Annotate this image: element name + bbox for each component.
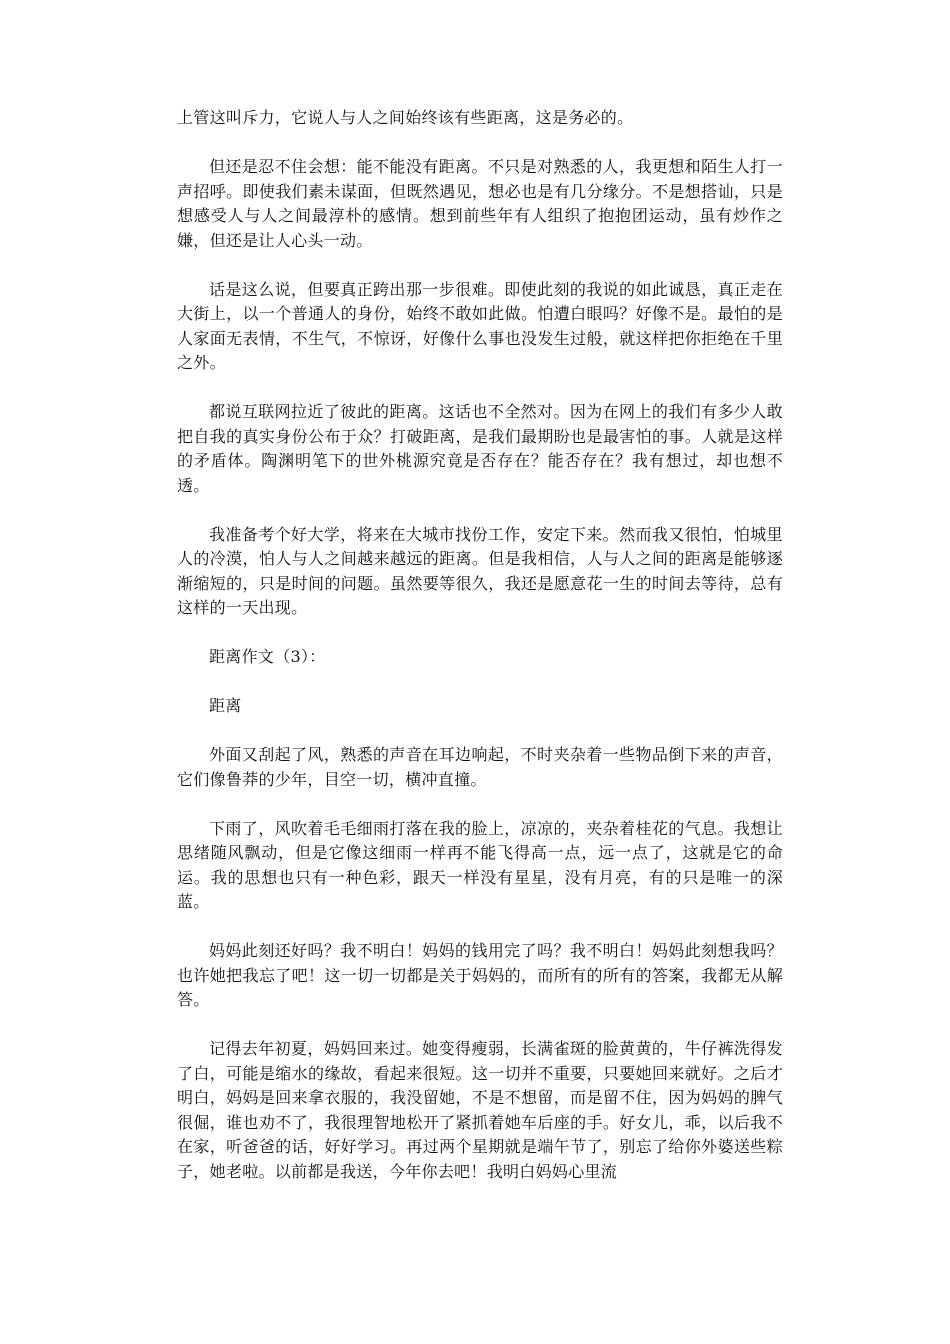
paragraph-8: 妈妈此刻还好吗？我不明白！妈妈的钱用完了吗？我不明白！妈妈此刻想我吗？也许她把我忘了吧！这一切一切都是关于妈妈的，而所有的所有的答案，我都无从解答。 (177, 941, 783, 1009)
paragraph-2: 但还是忍不住会想：能不能没有距离。不只是对熟悉的人，我更想和陌生人打一声招呼。即使我们素未谋面，但既然遇见，想必也是有几分缘分。不是想搭讪，只是想感受人与人之间最淳朴的感情。想到前些年有人组织了抱抱团运动，虽有炒作之嫌，但还是让人心头一动。 (177, 157, 783, 250)
paragraph-9: 记得去年初夏，妈妈回来过。她变得瘦弱，长满雀斑的脸黄黄的，牛仔裤洗得发了白，可能是缩水的缘故，看起来很短。这一切并不重要，只要她回来就好。之后才明白，妈妈是回来拿衣服的，我没留她，不是不想留，而是留不住，因为妈妈的脾气很倔，谁也劝不了，我很理智地松开了紧抓着她车后座的手。好女儿，乖，以后我不在家，听爸爸的话，好好学习。再过两个星期就是端午节了，别忘了给你外婆送些粽子，她老啦。以前都是我送，今年你去吧！我明白妈妈心里流 (177, 1039, 783, 1181)
paragraph-5: 我准备考个好大学，将来在大城市找份工作，安定下来。然而我又很怕，怕城里人的冷漠，怕人与人之间越来越远的距离。但是我相信，人与人之间的距离是能够逐渐缩短的，只是时间的问题。虽然要等很久，我还是愿意花一生的时间去等待，总有这样的一天出现。 (177, 524, 783, 617)
paragraph-7: 下雨了，风吹着毛毛细雨打落在我的脸上，凉凉的，夹杂着桂花的气息。我想让思绪随风飘动，但是它像这细雨一样再不能飞得高一点，远一点了，这就是它的命运。我的思想也只有一种色彩，跟天一样没有星星，没有月亮，有的只是唯一的深蓝。 (177, 818, 783, 911)
paragraph-1: 上管这叫斥力，它说人与人之间始终该有些距离，这是务必的。 (177, 108, 634, 127)
document-body (177, 106, 783, 1209)
paragraph-4: 都说互联网拉近了彼此的距离。这话也不全然对。因为在网上的我们有多少人敢把自我的真实身份公布于众？打破距离，是我们最期盼也是最害怕的事。人就是这样的矛盾体。陶渊明笔下的世外桃源究竟是否存在？能否存在？我有想过，却也想不透。 (177, 402, 783, 495)
paragraph-6: 外面又刮起了风，熟悉的声音在耳边响起，不时夹杂着一些物品倒下来的声音，它们像鲁莽的少年，目空一切，横冲直撞。 (177, 745, 783, 789)
section-heading: 距离作文（3）： (209, 647, 326, 666)
essay-title: 距离 (209, 696, 242, 715)
paragraph-3: 话是这么说，但要真正跨出那一步很难。即使此刻的我说的如此诚恳，真正走在大街上，以一个普通人的身份，始终不敢如此做。怕遭白眼吗？好像不是。最怕的是人家面无表情，不生气，不惊讶，好像什么事也没发生过般，就这样把你拒绝在千里之外。 (177, 279, 783, 372)
